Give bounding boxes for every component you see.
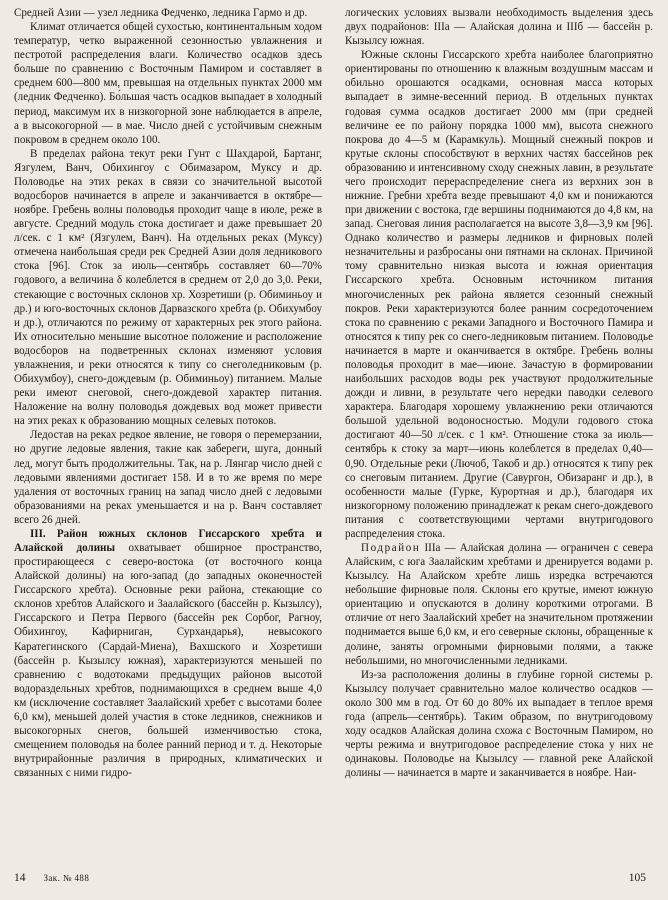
right-text-column: [345, 6, 653, 780]
paragraph: В пределах района текут реки Гунт с Шахдарой, Бартанг, Язгулем, Ванч, Обихингоу с Обимазаром, Муксу и др. Половодье на этих реках в связи со значительной высотой водосборов начинается в апреле и заканчивается в октябре—ноябре. Гребень волны половодья проходит чаще в июле, реже в августе. Средний модуль стока достигает и даже превышает 20 л/сек. с 1 км² (Язгулем, Ванч). На отдельных реках (Муксу) отмечена наибольшая среди рек Средней Азии доля ледникового стока [96]. Сток за июль—сентябрь составляет 60—70% годового, а величина δ колеблется в среднем от 2,0 до 3,0. Реки, стекающие с восточных склонов хр. Хозретиши (р. Обиминьоу и др.) и юго-восточных склонов Дарвазского хребта (р. Обихумбоу и др.), отличаются по режиму от характерных рек этого района. Их относительно меньшие высотное положение и расположение водосборов на подветренных склонах изменяют условия увлажнения, и реки относятся к типу со снеголедниковым (р. Обихумбоу), снего-дождевым (р. Обиминьоу) питанием. Малые реки имеют снеговой, снего-дождевой характер питания. Наложение на волну половодья дождевых вод может привести на этих реках к образованию мощных селевых потоков.: [14, 147, 322, 428]
paragraph-text: IIIа — Алайская долина — ограничен с севера Алайским, с юга Заалайским хребтами и дренируется водами р. Кызылсу. На Алайском хребте лишь изредка встречаются небольшие фирновые поля. Склоны его крутые, имеют южную ориентацию и опускаются в долину короткими отрогами. В отличие от него Заалайский хребет на значительном протяжении поднимается выше 6,0 км, и его северные склоны, обращенные к долине, заняты огромными фирновыми полями, а также небольшими, но многочисленными ледниками.: [345, 541, 653, 667]
paragraph: логических условиях вызвали необходимость выделения здесь двух подрайонов: IIIа — Алайская долина и IIIб — бассейн р. Кызылсу южная.: [345, 7, 653, 48]
paragraph-text: охватывает обширное пространство, простирающееся с северо-востока (от восточного конца Алайской долины) на юго-запад (до западных оконечностей Гиссарского хребта). Основные реки района, стекающие со склонов хребтов Алайского и Заалайского (бассейн р. Кызылсу), Гиссарского и Петра Первого (бассейн рек Сорбог, Рагноу, Обихингоу, Кафирниган, Сурхандарья), невысокого Каратегинского (Сардай-Миена), Вахшского и Хозретиши (бассейн р. Кызылсу южная), характеризуются меньшей по сравнению с водотоками предыдущих районов высотой водораздельных хребтов, поднимающихся в среднем выше 4,0 км (исключение составляет Заалайский хребет с высотами более 6,0 км), меньшей долей участия в стоке ледников, снежников и высокогорных снегов, большей изменчивостью стока, смещением половодья на более ранний период и т. д. Некоторые внутрирайонные различия в природных, климатических и связанных с ними гидро-: [14, 541, 322, 780]
signature-number: 14: [14, 872, 26, 884]
paragraph: Из-за расположения долины в глубине горной системы р. Кызылсу получает сравнительно малое количество осадков — около 300 мм в год. От 60 до 80% их выпадает в теплое время года (апрель—сентябрь). Таким образом, по внутригодовому ходу осадков Алайская долина схожа с Восточным Памиром, но черты режима и внутригодовое распределение стока у них не одинаковы. Половодье на Кызылсу — главной реке Алайской долины — начинается в марте и заканчивается в ноябре. Наи-: [345, 668, 653, 780]
page-number: 105: [628, 872, 646, 884]
paragraph: [14, 527, 322, 780]
left-text-column: [14, 6, 322, 780]
paragraph: [345, 541, 653, 668]
print-order-mark: Зак. № 488: [43, 873, 90, 883]
paragraph: Средней Азии — узел ледника Федченко, ледника Гармо и др.: [14, 7, 308, 19]
subregion-heading: Подрайон: [361, 541, 421, 554]
section-heading: III. Район южных склонов Гиссарского хребта и Алайской долины: [14, 527, 322, 554]
paragraph: Ледостав на реках редкое явление, не говоря о перемерзании, но другие ледовые явления, такие как забереги, шуга, донный лед, могут быть продолжительны. Так, на р. Лянгар число дней с ледовыми явлениями достигает 158. И в то же время по мере удаления от восточных границ на запад число дней с ледовыми образованиями на реках уменьшается и на р. Ванч составляет всего 26 дней.: [14, 429, 322, 526]
paragraph: Южные склоны Гиссарского хребта наиболее благоприятно ориентированы по отношению к влажным воздушным массам и обильно орошаются осадками, основная масса которых выпадает в зимне-весенний период. В отдельных пунктах годовая сумма осадков достигает 2000 мм (при средней величине ее по району порядка 1000 мм), высота снежного покрова до 4—5 м (Карамкуль). Мощный снежный покров и крутые склоны способствуют в верхних частях бассейнов рек образованию и интенсивному сходу снежных лавин, в результате чего происходит перераспределение снега из верхних зон в нижние. Гребни хребта везде превышают 4,0 км и понижаются при движении с востока, где вершины поднимаются до 4,8 км, на запад. Снеговая линия располагается на высоте 3,8—3,9 км [96]. Однако количество и размеры ледников и фирновых полей незначительны и разбросаны они пятнами на склонах. Причиной тому сравнительно низкая высота и южная ориентация Гиссарского хребта. Основным источником питания многочисленных рек района является сезонный снежный покров. Реки характеризуются более ранним сосредоточением стока по сравнению с реками Западного и Восточного Памира и относятся к типу рек со снего-ледниковым питанием. Половодье начинается в марте и оканчивается в октябре. Гребень волны половодья проходит в мае—июне. Зачастую в формировании наибольших расходов воды рек участвуют продолжительные дожди и ливни, в результате чего нередки паводки селевого характера. Благодаря хорошему увлажнению реки отличаются большой удельной водоносностью. Модули годового стока достигают 40—50 л/сек. с 1 км². Отношение стока за июль—сентябрь к стоку за март—июнь колеблется в пределах 0,40—0,90. Отдельные реки (Лючоб, Такоб и др.) относятся к типу рек со снеговым питанием. Другие (Савургон, Обизаранг и др.), в особенности малые (Гурке, Курортная и др.), благодаря их низкогорному положению принадлежат к рекам снего-дождевого питания с соответствующими чертами внутригодового распределения стока.: [345, 49, 653, 540]
footer-left: [14, 872, 89, 884]
paragraph: Климат отличается общей сухостью, континентальным ходом температур, четко выраженной сезонностью увлажнения и пестротой распределения влаги. Количество осадков здесь больше по сравнению с Восточным Памиром и составляет в среднем 600—800 мм, превышая на отдельных пунктах 2000 мм (ледник Федченко). Бо́льшая часть осадков выпадает в холодный период, максимум их в низкогорной зоне наблюдается в апреле, а в высокогорной — в мае. Число дней с устойчивым снежным покровом в среднем около 100.: [14, 21, 322, 146]
